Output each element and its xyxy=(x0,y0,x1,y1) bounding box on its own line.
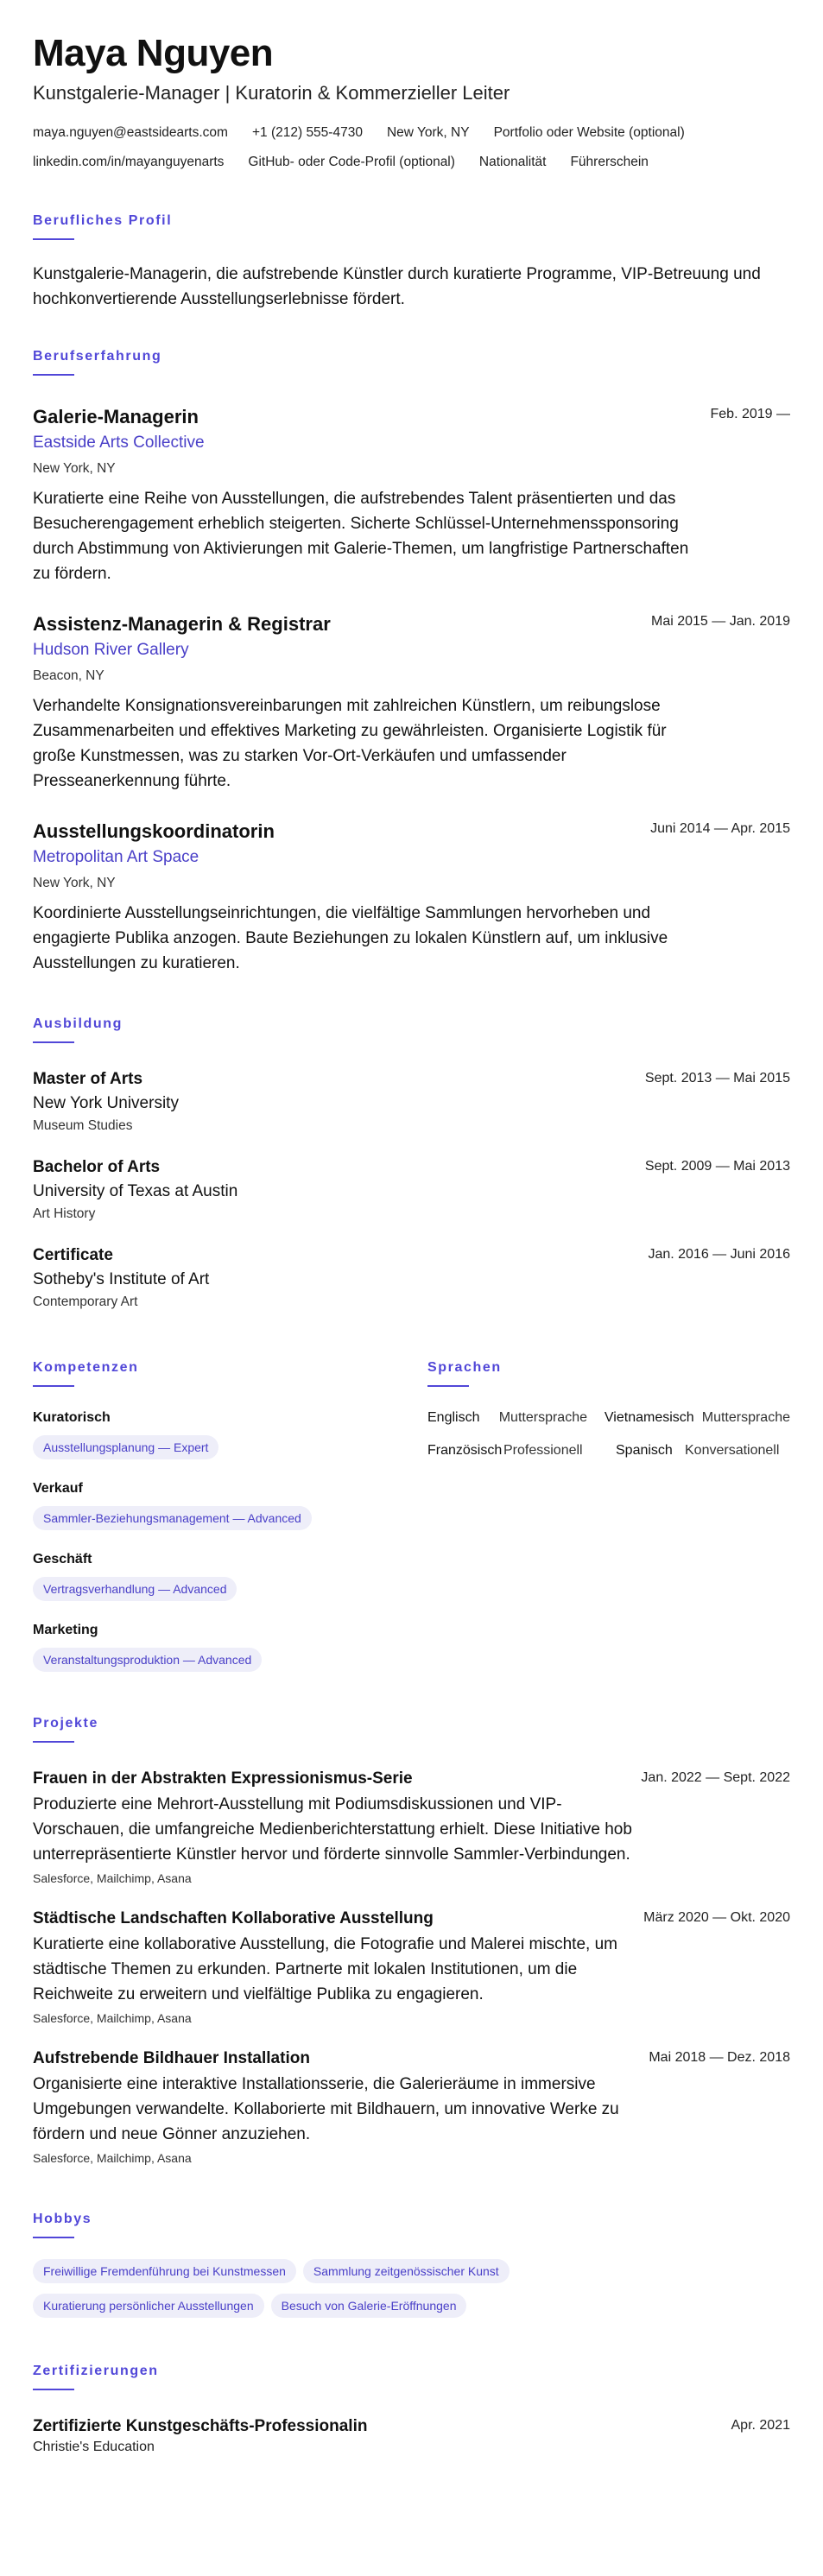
github-link[interactable]: GitHub- oder Code-Profil (optional) xyxy=(248,155,455,169)
project-date: Mai 2018 — Dez. 2018 xyxy=(649,2050,790,2065)
job-date: Juni 2014 — Apr. 2015 xyxy=(650,821,790,836)
project-description: Produzierte eine Mehrort-Ausstellung mit Podiumsdiskussionen und VIP-Vorschauen, die umfangreiche Medienberichterstattung erhielt. Diese Initiative hob unterrepräsentierte Künstler hervor und förderte sinnvolle Sammler-Verbindungen. xyxy=(33,1795,632,1864)
skill-group xyxy=(33,1409,427,1459)
language-level: Professionell xyxy=(503,1443,583,1458)
hobby-pill: Kuratierung persönlicher Ausstellungen xyxy=(33,2294,264,2318)
job-description: Kuratierte eine Reihe von Ausstellungen, die aufstrebendes Talent präsentierten und das Besucherengagement erheblich steigerten. Sicherte Schlüssel-Unternehmenssponsoring durch Abstimmung von Aktivierungen mit Galerie-Themen, um langfristige Partnerschaften zu fördern. xyxy=(33,490,689,583)
candidate-name: Maya Nguyen xyxy=(33,32,274,74)
job-date: Feb. 2019 — xyxy=(710,407,790,421)
location: New York, NY xyxy=(386,125,470,140)
job-description: Koordinierte Ausstellungseinrichtungen, die vielfältige Sammlungen hervorheben und engagierte Publika anzogen. Baute Beziehungen zu lokalen Künstlern auf, um inklusive Ausstellungen zu kuratieren. xyxy=(33,904,668,972)
hobbies-section xyxy=(33,2211,790,2328)
cert-title: Zertifizierte Kunstgeschäfts-Professionalin xyxy=(33,2417,368,2435)
job-title: Ausstellungskoordinatorin xyxy=(33,820,275,842)
project-description: Kuratierte eine kollaborative Ausstellung, die Fotografie und Malerei mischte, um städtische Themen zu erkunden. Partnerte mit lokalen Institutionen, um die Reichweite zu erweitern und vielfältige Publika zu engagieren. xyxy=(33,1935,617,2003)
job-description: Verhandelte Konsignationsvereinbarungen mit zahlreichen Künstlern, um reibungslose Zusammenarbeiten und effektives Marketing zu gewährleisten. Organisierte Logistik für große Kunstmessen, was zu starken Vor-Ort-Verkäufen und umfassender Presseanerkennung führte. xyxy=(33,697,667,790)
section-divider xyxy=(33,2389,74,2390)
job-title: Assistenz-Managerin & Registrar xyxy=(33,613,331,635)
job-entry xyxy=(33,820,790,976)
cert-issuer: Christie's Education xyxy=(33,2440,155,2454)
language-name: Englisch xyxy=(427,1410,480,1425)
job-date: Mai 2015 — Jan. 2019 xyxy=(651,614,790,629)
language-level: Muttersprache xyxy=(701,1410,790,1425)
experience-section xyxy=(33,348,790,976)
section-title: Projekte xyxy=(33,1716,98,1731)
skill-group-title: Geschäft xyxy=(33,1552,92,1566)
section-title: Sprachen xyxy=(427,1360,502,1375)
section-title: Kompetenzen xyxy=(33,1360,139,1375)
project-tools: Salesforce, Mailchimp, Asana xyxy=(33,2151,192,2165)
resume-header xyxy=(33,31,790,171)
skill-group xyxy=(33,1480,427,1530)
language-name: Vietnamesisch xyxy=(604,1410,694,1425)
section-divider xyxy=(33,1041,74,1043)
language-level: Muttersprache xyxy=(498,1410,587,1425)
contact-row xyxy=(33,124,790,142)
hobby-pill: Sammlung zeitgenössischer Kunst xyxy=(303,2259,510,2283)
project-entry xyxy=(33,2048,790,2166)
project-date: März 2020 — Okt. 2020 xyxy=(643,1910,790,1925)
project-description: Organisierte eine interaktive Installationsserie, die Galerieräume in immersive Umgebungen verwandelte. Kollaborierte mit Bildhauern, um innovative Werke zu fördern und neue Gönner anzuziehen. xyxy=(33,2075,619,2143)
edu-field: Contemporary Art xyxy=(33,1294,138,1309)
section-divider xyxy=(33,238,74,240)
candidate-headline: Kunstgalerie-Manager | Kuratorin & Kommerzieller Leiter xyxy=(33,82,510,104)
projects-section xyxy=(33,1715,790,2166)
section-divider xyxy=(33,1385,74,1387)
skill-group xyxy=(33,1622,427,1672)
email-link[interactable]: maya.nguyen@eastsidearts.com xyxy=(33,125,228,140)
job-company: Eastside Arts Collective xyxy=(33,434,205,452)
language-row xyxy=(427,1442,790,1459)
section-divider xyxy=(33,374,74,376)
portfolio-link[interactable]: Portfolio oder Website (optional) xyxy=(493,125,685,140)
edu-date: Sept. 2013 — Mai 2015 xyxy=(644,1071,790,1085)
job-company: Metropolitan Art Space xyxy=(33,848,199,866)
skill-pill: Veranstaltungsproduktion — Advanced xyxy=(33,1648,262,1672)
edu-school: Sotheby's Institute of Art xyxy=(33,1270,210,1288)
education-section xyxy=(33,1016,790,1311)
language-level: Konversationell xyxy=(685,1443,780,1458)
skill-group xyxy=(33,1551,427,1601)
certification-entry xyxy=(33,2416,790,2456)
edu-date: Sept. 2009 — Mai 2013 xyxy=(644,1159,790,1174)
skill-pill: Vertragsverhandlung — Advanced xyxy=(33,1577,237,1601)
job-location: New York, NY xyxy=(33,461,116,476)
profile-section xyxy=(33,212,790,312)
section-divider xyxy=(33,1741,74,1743)
edu-school: University of Texas at Austin xyxy=(33,1182,238,1200)
hobby-list xyxy=(33,2259,793,2328)
edu-degree: Bachelor of Arts xyxy=(33,1158,161,1176)
skills-languages-row xyxy=(33,1359,790,1672)
edu-degree: Certificate xyxy=(33,1246,113,1264)
project-tools: Salesforce, Mailchimp, Asana xyxy=(33,2011,192,2025)
nationality: Nationalität xyxy=(478,155,547,169)
profile-summary: Kunstgalerie-Managerin, die aufstrebende Künstler durch kuratierte Programme, VIP-Betreuung und hochkonvertierende Ausstellungserlebnisse fördert. xyxy=(33,265,761,308)
certifications-section xyxy=(33,2363,790,2456)
project-title: Städtische Landschaften Kollaborative Ausstellung xyxy=(33,1909,434,1927)
hobby-pill: Besuch von Galerie-Eröffnungen xyxy=(271,2294,467,2318)
cert-date: Apr. 2021 xyxy=(731,2418,790,2433)
contact-row xyxy=(33,154,790,171)
project-entry xyxy=(33,1908,790,2026)
job-entry xyxy=(33,405,790,586)
skills-section xyxy=(33,1359,427,1672)
job-location: New York, NY xyxy=(33,876,116,890)
language-name: Spanisch xyxy=(616,1443,673,1458)
phone-number[interactable]: +1 (212) 555-4730 xyxy=(251,125,363,140)
section-divider xyxy=(427,1385,469,1387)
skill-pill: Sammler-Beziehungsmanagement — Advanced xyxy=(33,1506,312,1530)
linkedin-link[interactable]: linkedin.com/in/mayanguyenarts xyxy=(33,155,225,169)
edu-date: Jan. 2016 — Juni 2016 xyxy=(648,1247,790,1262)
section-title: Berufserfahrung xyxy=(33,349,162,364)
skill-group-title: Kuratorisch xyxy=(33,1410,111,1425)
project-title: Aufstrebende Bildhauer Installation xyxy=(33,2049,310,2067)
section-title: Ausbildung xyxy=(33,1016,123,1031)
skill-group-title: Verkauf xyxy=(33,1481,83,1496)
hobby-pill: Freiwillige Fremdenführung bei Kunstmessen xyxy=(33,2259,296,2283)
section-title: Berufliches Profil xyxy=(33,213,173,228)
project-entry xyxy=(33,1769,790,1886)
education-entry xyxy=(33,1069,790,1135)
project-tools: Salesforce, Mailchimp, Asana xyxy=(33,1871,192,1885)
section-title: Hobbys xyxy=(33,2212,92,2226)
edu-field: Art History xyxy=(33,1206,96,1221)
skill-pill: Ausstellungsplanung — Expert xyxy=(33,1435,218,1459)
education-entry xyxy=(33,1245,790,1311)
project-title: Frauen in der Abstrakten Expressionismus-Serie xyxy=(33,1769,413,1788)
language-row xyxy=(427,1409,790,1427)
skill-group-title: Marketing xyxy=(33,1623,98,1637)
language-name: Französisch xyxy=(427,1443,503,1458)
edu-degree: Master of Arts xyxy=(33,1070,143,1088)
job-company: Hudson River Gallery xyxy=(33,641,189,659)
edu-school: New York University xyxy=(33,1094,179,1112)
job-location: Beacon, NY xyxy=(33,668,104,683)
education-entry xyxy=(33,1157,790,1223)
project-date: Jan. 2022 — Sept. 2022 xyxy=(641,1770,790,1785)
section-divider xyxy=(33,2237,74,2238)
contact-info xyxy=(33,124,790,171)
languages-section xyxy=(427,1359,790,1672)
job-entry xyxy=(33,612,790,794)
job-title: Galerie-Managerin xyxy=(33,406,199,427)
section-title: Zertifizierungen xyxy=(33,2364,159,2378)
edu-field: Museum Studies xyxy=(33,1118,133,1133)
drivers-license: Führerschein xyxy=(570,155,649,169)
